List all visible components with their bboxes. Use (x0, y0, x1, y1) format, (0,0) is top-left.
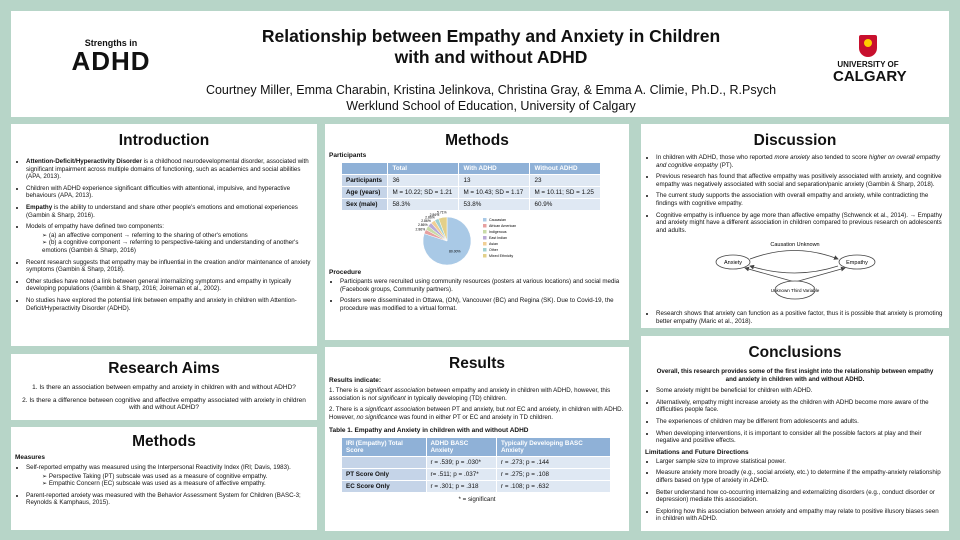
results-section (325, 347, 629, 531)
table-cell: r= .511; p = .037* (427, 469, 496, 480)
table-row (342, 187, 600, 198)
table-cell: M = 10.43; SD = 1.17 (459, 187, 529, 198)
table-cell: r = .108; p = .632 (497, 481, 610, 492)
section-title: Results (449, 355, 505, 372)
introduction-list (15, 158, 313, 312)
table-header-cell (342, 163, 387, 174)
table-cell: 13 (459, 175, 529, 186)
list-item: • Empathy is the ability to understand and share other people's emotions and emotional experiences (Gambin & Sharp, 2016). (26, 204, 313, 219)
section-title: Methods (445, 132, 509, 149)
table-cell: 60.9% (530, 199, 600, 210)
legend-swatch (483, 236, 487, 240)
table-cell: 58.3% (388, 199, 458, 210)
list-item: • Recent research suggests that empathy may be influential in the creation and/or maintenance of anxiety symptoms (Gambin & Sharp, 2018). (26, 259, 313, 274)
table-row (342, 199, 600, 210)
section-title: Methods (132, 433, 196, 450)
table-header-cell: Typically Developing BASC Anxiety (497, 438, 610, 456)
legend-swatch (483, 224, 487, 228)
table-cell: r = .275; p = .108 (497, 469, 610, 480)
pie-data-label: 2.86% (415, 227, 426, 232)
list-item: • Other studies have noted a link between general internalizing symptoms and empathy in typically developing populations (Gambin & Sharp, 2016; Joireman et al., 2002). (26, 278, 313, 293)
procedure-label: Procedure (329, 269, 362, 276)
affiliation: Werklund School of Education, University of Calgary (346, 99, 636, 113)
list-item: • The current study supports the association with overall empathy and anxiety, while contradicting the findings with cognitive empathy. (656, 192, 945, 207)
arrow-lower (750, 266, 838, 273)
ethnicity-pie-chart (399, 210, 549, 269)
list-item: • Research shows that anxiety can function as a positive factor, thus it is possible that anxiety is promoting better empathy (Maric et al., 2018). (656, 310, 945, 325)
legend-swatch (483, 242, 487, 246)
table-header-cell: With ADHD (459, 163, 529, 174)
table-cell: 36 (388, 175, 458, 186)
list-item: • Exploring how this association between anxiety and empathy may relate to positive illusory biases seen in children with ADHD. (656, 508, 945, 523)
measures-label: Measures (15, 454, 45, 461)
list-item: • Models of empathy have defined two components: ➢ (a) an affective component → referring to the sharing of other's emotions ➢ (b) a cognitive component → referring to perspective-taking and understanding of another's emotions (Gambin & Sharp, 2016) (26, 223, 313, 254)
legend-swatch (483, 218, 487, 222)
table-cell: r = .301; p = .318 (427, 481, 496, 492)
list-item: • Cognitive empathy is influence by age more than affective empathy (Schwenck et al., 2014). → Empathy and anxiety might have a different association in children compared to previous research on adolescents and adults. (656, 212, 945, 235)
crest-icon (859, 35, 877, 57)
diagram-caption: Causation Unknown (770, 242, 820, 249)
pie-data-label: 80.00% (449, 249, 461, 254)
poster-title: Relationship between Empathy and Anxiety in Children with and without ADHD (261, 26, 721, 67)
legend-swatch (483, 254, 487, 258)
section-title: Research Aims (108, 360, 220, 377)
pie-data-label: 2.86% (417, 223, 428, 228)
table-row (342, 457, 610, 468)
table-row (342, 481, 610, 492)
university-of-calgary-logo: UNIVERSITY OF CALGARY (833, 35, 903, 84)
table-title: Table 1. Empathy and Anxiety in children with and without ADHD (329, 427, 529, 435)
table-row (342, 469, 610, 480)
table-cell: M = 10.22; SD = 1.21 (388, 187, 458, 198)
pie-data-label: 2.86% (425, 215, 435, 220)
table-footnote: * = significant (458, 496, 496, 504)
table-cell: EC Score Only (342, 481, 426, 492)
strengths-in-adhd-logo: Strengths in ADHD (71, 38, 151, 76)
author-block (141, 82, 841, 114)
sub-item: ➢ (b) a cognitive component → referring to perspective-taking and understanding of another's emotions (Gambin & Sharp, 2016) (42, 239, 313, 254)
participants-table (341, 162, 601, 211)
list-item: • Participants were recruited using community resources (posters at various locations) and social media (Facebook groups, Community partners). (340, 278, 625, 293)
list-item: • Larger sample size to improve statistical power. (656, 458, 945, 466)
table-row (342, 175, 600, 186)
table-cell: r = .273; p = .144 (497, 457, 610, 468)
section-title: Introduction (118, 132, 210, 149)
poster-header (11, 11, 949, 117)
legend-label: African American (489, 224, 517, 228)
list-item: • Alternatively, empathy might increase anxiety as the children with ADHD become more aware of the difficulties people face. (656, 399, 945, 414)
list-item: • The experiences of children may be different from adolescents and adults. (656, 418, 945, 426)
table-cell: Age (years) (342, 187, 387, 198)
table-cell: Participants (342, 175, 387, 186)
authors: Courtney Miller, Emma Charabin, Kristina Jelinkova, Christina Gray, & Emma A. Climie, Ph.D., R.Psych (205, 83, 777, 97)
introduction-section (11, 124, 317, 346)
legend-label: Indigenous (489, 230, 507, 234)
limitations-label: Limitations and Future Directions (645, 448, 749, 456)
table-cell: 23 (530, 175, 600, 186)
table-cell (342, 457, 426, 468)
aim-1: 1. Is there an association between empathy and anxiety in children with and without ADHD? (32, 384, 296, 391)
pie-data-label: 5.71% (437, 210, 447, 215)
list-item: • Children with ADHD experience significant difficulties with attentional, impulsive, and hyperactive behaviours (APA, 2013). (26, 185, 313, 200)
legend-label: Asian (489, 242, 498, 246)
research-aims-section (11, 354, 317, 420)
third-variable-label: Unknown Third Variable (770, 288, 820, 294)
legend-swatch (483, 230, 487, 234)
conclusions-lead: Overall, this research provides some of the first insight into the relationship between empathy and anxiety in children with and without ADHD. (656, 368, 934, 383)
list-item: • Posters were disseminated in Ottawa, (ON), Vancouver (BC) and Regina (SK). Due to Covid-19, the procedure was modified to a virtual format. (340, 297, 625, 312)
list-item: • Attention-Deficit/Hyperactivity Disorder is a childhood neurodevelopmental disorder, associated with significant impairment across multiple domains of functioning, such as academics and social abilities (APA, 2013). (26, 158, 313, 181)
table-cell: PT Score Only (342, 469, 426, 480)
list-item: • No studies have explored the potential link between empathy and anxiety in children with Attention-Deficit/Hyperactivity Disorder (ADHD). (26, 297, 313, 312)
list-item: • Some anxiety might be beneficial for children with ADHD. (656, 387, 945, 395)
participants-label: Participants (329, 152, 367, 159)
pie-data-label: 2.86% (421, 218, 431, 223)
list-item: • Previous research has found that affective empathy was positively associated with anxiety, and cognitive empathy was negatively associated with social and separation/panic anxiety (Gambin & Sharp, 2018). (656, 173, 945, 188)
list-item: • Self-reported empathy was measured using the Interpersonal Reactivity Index (IRI; Davis, 1983). ➢ Perspective Taking (PT) subscale was used as a measure of cognitive empathy. ➢ Empathic Concern (EC) subscale was used as a measure of affective empathy. (26, 464, 313, 488)
table-header-cell: Total (388, 163, 458, 174)
table-header-cell: Without ADHD (530, 163, 600, 174)
table-header-cell: ADHD BASC Anxiety (427, 438, 496, 456)
sub-item: ➢ Perspective Taking (PT) subscale was used as a measure of cognitive empathy. (42, 473, 313, 481)
table-cell: Sex (male) (342, 199, 387, 210)
methods-participants-section (325, 124, 629, 340)
section-title: Discussion (753, 132, 837, 149)
table-cell: r = .539; p = .030* (427, 457, 496, 468)
results-indicate-label: Results indicate: (329, 377, 382, 384)
list-item: • Measure anxiety more broadly (e.g., social anxiety, etc.) to determine if the empathy-anxiety relationship differs based on type of anxiety in ADHD. (656, 469, 945, 484)
discussion-section (641, 124, 949, 328)
causation-diagram (645, 238, 945, 300)
pie-data-label: 2.86% (429, 212, 440, 217)
legend-label: Caucasian (489, 218, 506, 222)
list-item: • Parent-reported anxiety was measured with the Behavior Assessment System for Children (BASC-3; Reynolds & Kamphaus, 2015). (26, 492, 313, 507)
legend-label: East Indian (489, 236, 507, 240)
results-table (341, 437, 611, 493)
legend-label: Other (489, 248, 498, 252)
list-item: • Better understand how co-occurring internalizing and externalizing disorders (e.g., conduct disorder or depression) mediate this association. (656, 489, 945, 504)
sub-item: ➢ (a) an affective component → referring to the sharing of other's emotions (42, 232, 313, 240)
table-cell: 53.8% (459, 199, 529, 210)
anxiety-label: Anxiety (723, 260, 743, 267)
list-item: • When developing interventions, it is important to consider all the possible factors at play and their negative and positive effects. (656, 430, 945, 445)
table-cell: M = 10.11; SD = 1.25 (530, 187, 600, 198)
sub-item: ➢ Empathic Concern (EC) subscale was used as a measure of affective empathy. (42, 480, 313, 488)
empathy-label: Empathy (846, 260, 868, 267)
legend-label: Mixed Ethnicity (489, 254, 514, 258)
legend-swatch (483, 248, 487, 252)
section-title: Conclusions (748, 344, 842, 361)
result-1: 1. There is a significant association between empathy and anxiety in children with ADHD, however, this association is not significant in typically developing (TD) children. (329, 387, 611, 402)
ethnicity-chart (329, 210, 625, 269)
list-item: • In children with ADHD, those who reported more anxiety also tended to score higher on overall empathy and cognitive empathy (PT). (656, 154, 945, 169)
conclusions-section (641, 336, 949, 531)
arrow-upper (750, 251, 838, 260)
table-header-cell: IRI (Empathy) Total Score (342, 438, 426, 456)
aim-2: 2. Is there a difference between cognitive and affective empathy associated with anxiety in children with and without ADHD? (22, 396, 306, 412)
result-2: 2. There is a significant association between PT and anxiety, but not EC and anxiety, in children with ADHD. However, no significance was found in either PT or EC and anxiety in TD children. (329, 406, 624, 421)
methods-measures-section (11, 427, 317, 530)
